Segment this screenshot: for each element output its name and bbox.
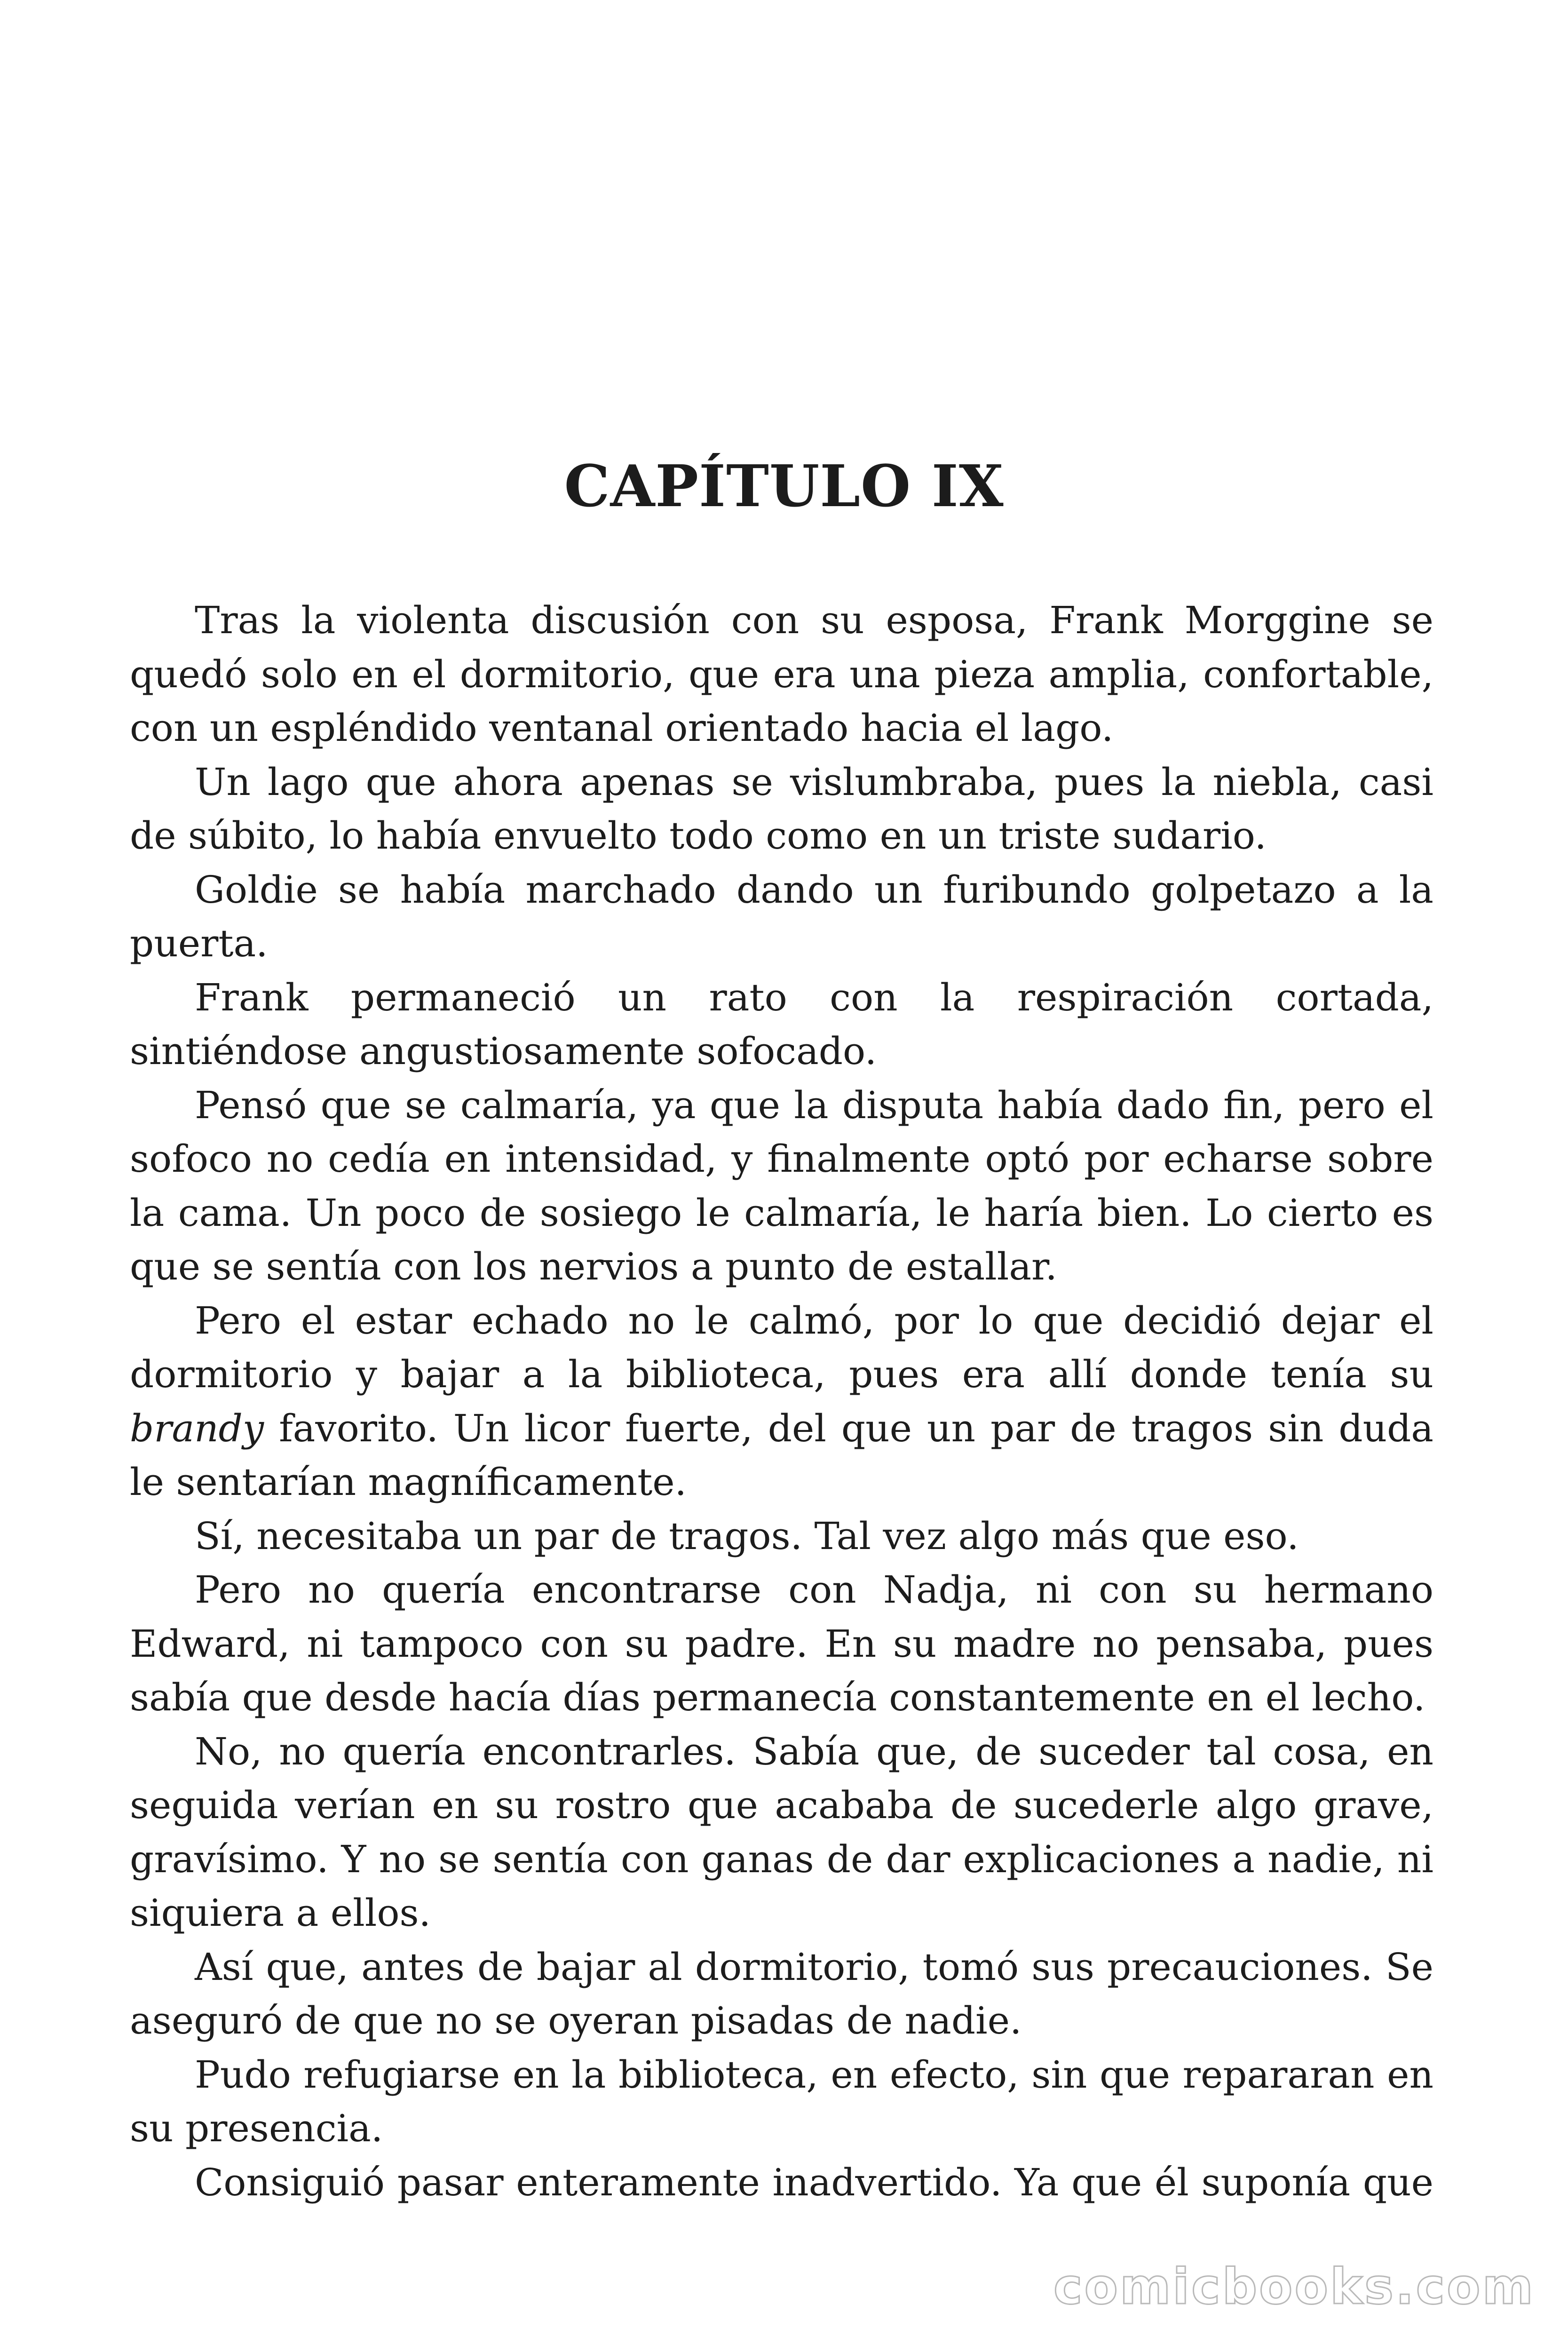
paragraph-text: Pero el estar echado no le calmó, por lo que decidió dejar el dormitorio y bajar a la biblioteca, pues era allí donde tenía su [130,1298,1433,1396]
paragraph-text: Pero no quería encontrarse con Nadja, ni con su hermano Edward, ni tampoco con su padre. En su madre no pensaba, pues sabía que desde hacía días permanecía constantemente en el lecho. [130,1568,1433,1719]
chapter-body [130,594,1433,2209]
paragraph-text: Frank permaneció un rato con la respiración cortada, sintiéndose angustiosamente sofocado. [130,975,1433,1073]
paragraph [130,1510,1433,1564]
italic-word: brandy [130,1406,264,1450]
watermark: comicbooks.com [1053,2258,1535,2315]
paragraph-text: Tras la violenta discusión con su esposa, Frank Morggine se quedó solo en el dormitorio, que era una pieza amplia, confortable, con un espléndido ventanal orientado hacia el lago. [130,598,1433,750]
chapter-title: CAPÍTULO IX [564,452,1004,520]
paragraph [130,755,1433,863]
paragraph [130,2156,1433,2210]
paragraph-text: Consiguió pasar enteramente inadvertido. Ya que él suponía que [195,2160,1433,2204]
paragraph [130,594,1433,755]
paragraph-text: Un lago que ahora apenas se vislumbraba, pues la niebla, casi de súbito, lo había envuelto todo como en un triste sudario. [130,760,1433,858]
paragraph-text: favorito. Un licor fuerte, del que un par de tragos sin duda le sentarían magníficamente. [130,1406,1433,1504]
paragraph-text: Pensó que se calmaría, ya que la disputa había dado fin, pero el sofoco no cedía en intensidad, y finalmente optó por echarse sobre la cama. Un poco de sosiego le calmaría, le haría bien. Lo cierto es que se sentía con los nervios a punto de estallar. [130,1083,1433,1288]
paragraph [130,863,1433,971]
paragraph [130,1294,1433,1510]
paragraph-text: No, no quería encontrarles. Sabía que, de suceder tal cosa, en seguida verían en su rostro que acababa de sucederle algo grave, gravísimo. Y no se sentía con ganas de dar explicaciones a nadie, ni siquiera a ellos. [130,1729,1433,1935]
paragraph [130,2048,1433,2156]
paragraph-text: Así que, antes de bajar al dormitorio, tomó sus precauciones. Se aseguró de que no se oyeran pisadas de nadie. [130,1945,1433,2042]
paragraph [130,1079,1433,1294]
paragraph [130,971,1433,1079]
paragraph-text: Pudo refugiarse en la biblioteca, en efecto, sin que repararan en su presencia. [130,2052,1433,2150]
paragraph-text: Goldie se había marchado dando un furibundo golpetazo a la puerta. [130,867,1433,965]
paragraph [130,1563,1433,1725]
paragraph [130,1725,1433,1940]
paragraph-text: Sí, necesitaba un par de tragos. Tal vez algo más que eso. [195,1514,1299,1558]
paragraph [130,1940,1433,2048]
